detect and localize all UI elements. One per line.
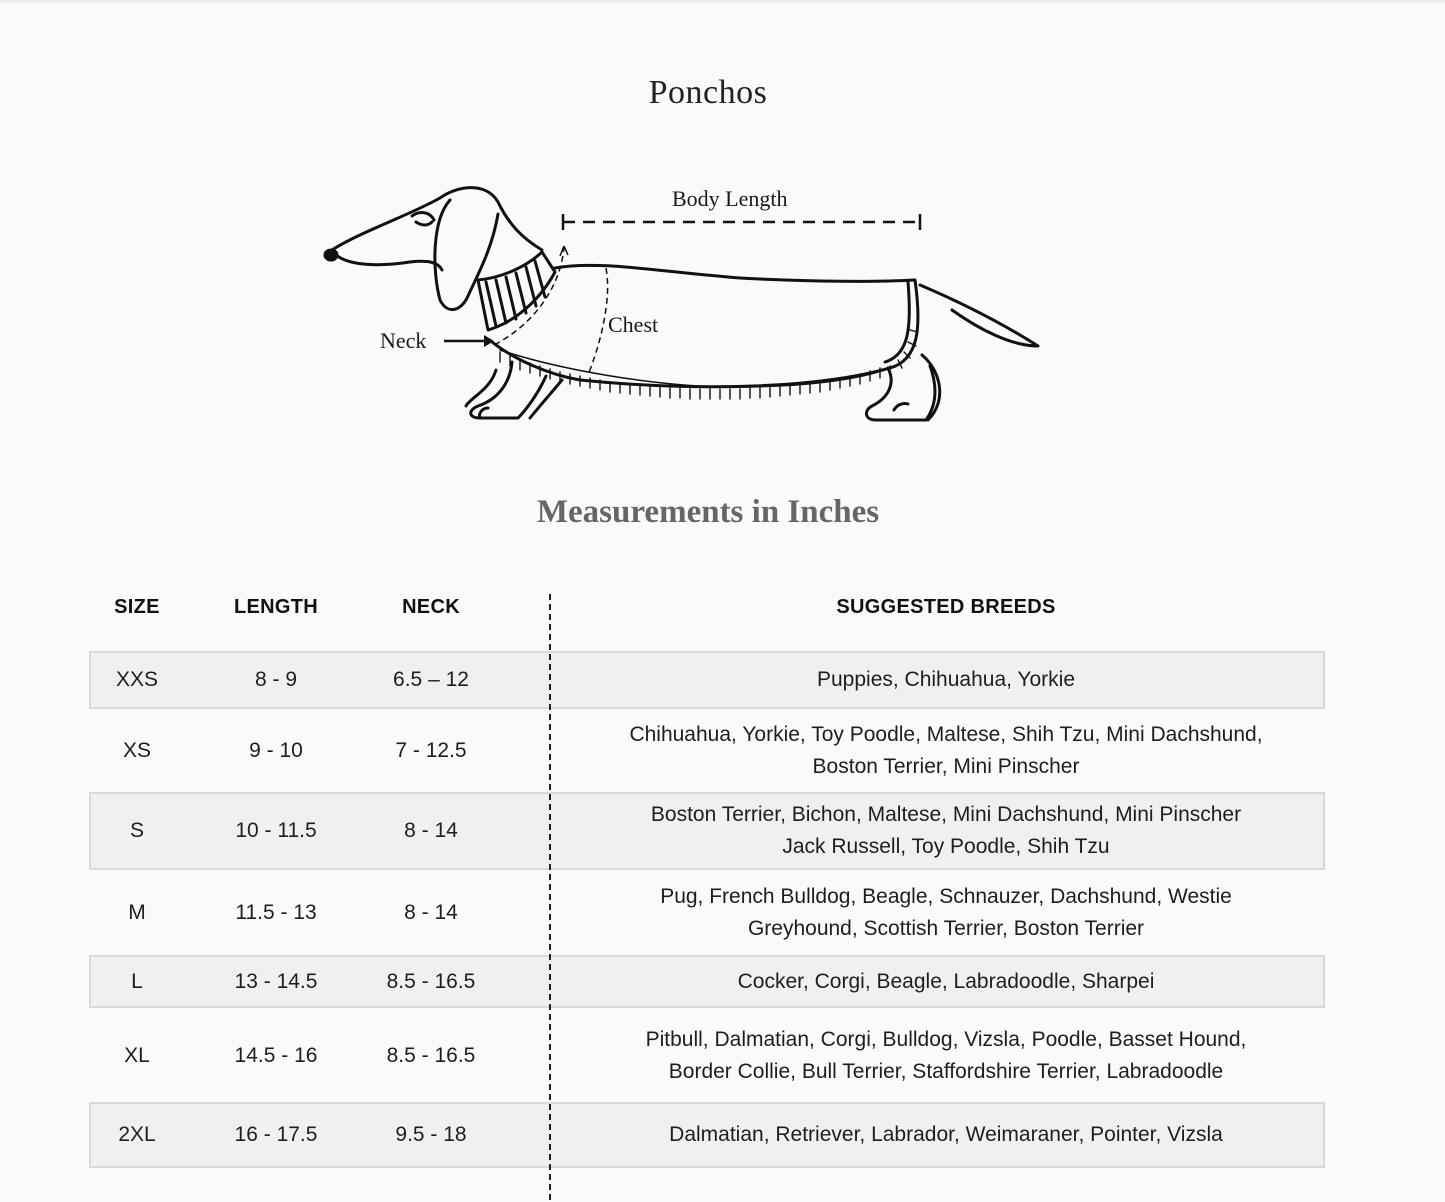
cell-breeds [565, 712, 1327, 790]
cell-neck: 8 - 14 [404, 819, 458, 842]
cell-neck: 9.5 - 18 [395, 1123, 467, 1146]
cell-size: XXS [115, 668, 159, 691]
breed-line: Boston Terrier, Bichon, Maltese, Mini Dachshund, Mini Pinscher [650, 803, 1242, 826]
cell-length: 14.5 - 16 [234, 1044, 318, 1067]
cell-length: 10 - 11.5 [235, 819, 317, 842]
header-neck: NECK [402, 596, 460, 618]
breed-line: Boston Terrier, Mini Pinscher [812, 755, 1080, 778]
cell-breeds [565, 872, 1327, 954]
cell-neck: 8.5 - 16.5 [386, 1044, 476, 1067]
breed-line: Cocker, Corgi, Beagle, Labradoodle, Sharpei [737, 969, 1155, 993]
breed-line: Dalmatian, Retriever, Labrador, Weimaraner, Pointer, Vizsla [669, 1123, 1223, 1146]
breed-line: Pug, French Bulldog, Beagle, Schnauzer, Dachshund, Westie [660, 885, 1232, 908]
cell-size: XS [122, 739, 151, 762]
header-size: SIZE [114, 596, 160, 618]
cell-size: M [128, 901, 146, 924]
cell-size: L [131, 969, 143, 993]
cell-size: XL [124, 1044, 150, 1067]
cell-breeds [565, 1010, 1327, 1102]
header-length: LENGTH [233, 596, 319, 618]
top-border [0, 0, 1445, 3]
breed-line: Pitbull, Dalmatian, Corgi, Bulldog, Vizsla, Poodle, Basset Hound, [645, 1028, 1247, 1051]
cell-length: 9 - 10 [249, 739, 303, 762]
body-length-label: Body Length [672, 186, 788, 211]
chest-label: Chest [608, 312, 659, 337]
header-suggested-breeds: SUGGESTED BREEDS [836, 596, 1056, 618]
cell-length: 8 - 9 [254, 668, 298, 691]
cell-breeds [565, 1102, 1327, 1168]
measurements-heading: Measurements in Inches [536, 494, 880, 530]
cell-breeds [565, 651, 1327, 709]
cell-size: S [129, 819, 144, 842]
column-divider [549, 594, 551, 1200]
page-title: Ponchos [648, 74, 768, 111]
breed-line: Puppies, Chihuahua, Yorkie [816, 668, 1076, 691]
cell-neck: 8 - 14 [404, 901, 458, 924]
breed-line: Border Collie, Bull Terrier, Staffordshire Terrier, Labradoodle [668, 1060, 1224, 1083]
dachshund-poncho-illustration [300, 170, 1060, 440]
cell-breeds [565, 792, 1327, 870]
cell-size: 2XL [118, 1123, 156, 1146]
cell-neck: 8.5 - 16.5 [386, 969, 476, 993]
cell-breeds [565, 955, 1327, 1008]
cell-length: 16 - 17.5 [234, 1123, 318, 1146]
breed-line: Greyhound, Scottish Terrier, Boston Terrier [747, 917, 1145, 940]
neck-label: Neck [380, 328, 427, 353]
cell-neck: 7 - 12.5 [395, 739, 467, 762]
breed-line: Chihuahua, Yorkie, Toy Poodle, Maltese, Shih Tzu, Mini Dachshund, [629, 723, 1263, 746]
cell-length: 11.5 - 13 [235, 901, 317, 924]
breed-line: Jack Russell, Toy Poodle, Shih Tzu [782, 835, 1110, 858]
cell-length: 13 - 14.5 [234, 969, 318, 993]
cell-neck: 6.5 – 12 [393, 668, 469, 691]
